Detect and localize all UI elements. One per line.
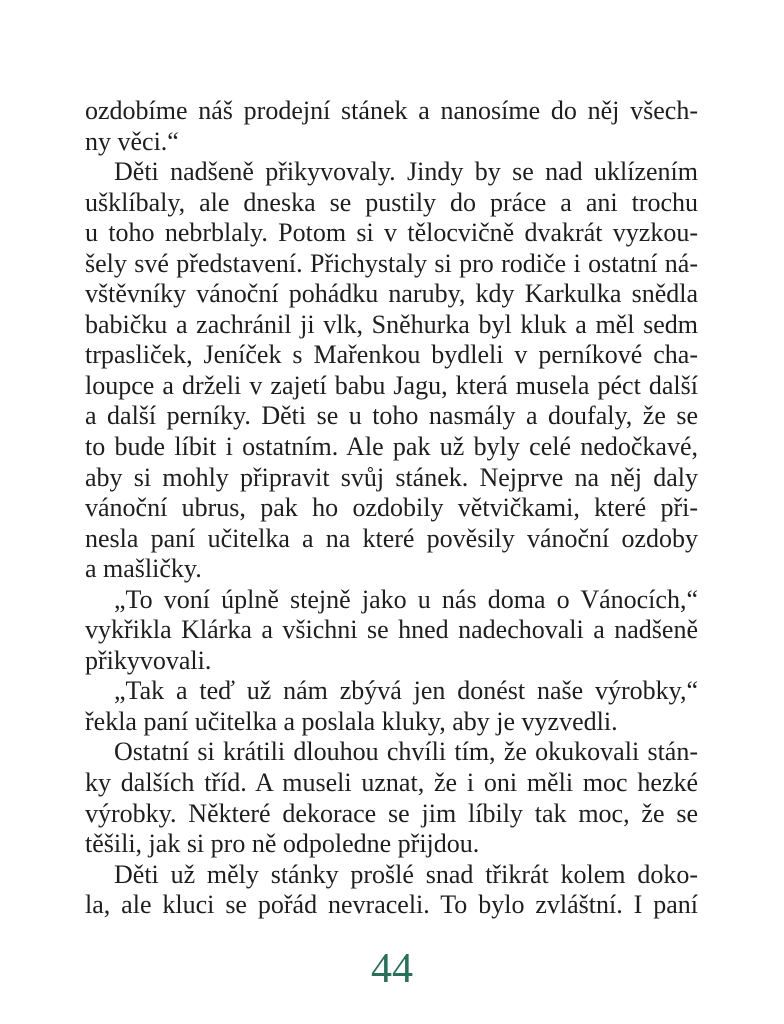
page-text xyxy=(85,96,698,921)
text-line: ky dalších tříd. A museli uznat, že i oni měli moc hezké xyxy=(85,768,698,798)
text-line: vánoční ubrus, pak ho ozdobily větvičkami, které při- xyxy=(85,493,698,523)
text-line: la, ale kluci se pořád nevraceli. To bylo zvláštní. I paní xyxy=(85,890,698,920)
text-line: u toho nebrblaly. Potom si v tělocvičně dvakrát vyzkou- xyxy=(85,218,698,248)
text-line: a mašličky. xyxy=(85,554,202,584)
text-line: aby si mohly připravit svůj stánek. Nejprve na něj daly xyxy=(85,462,698,492)
text-line: vštěvníky vánoční pohádku naruby, kdy Karkulka snědla xyxy=(85,279,698,309)
text-line: Děti nadšeně přikyvovaly. Jindy by se nad uklízením xyxy=(114,157,698,187)
text-line: babičku a zachránil ji vlk, Sněhurka byl kluk a měl sedm xyxy=(85,309,698,339)
text-line: Ostatní si krátili dlouhou chvíli tím, že okukovali stán- xyxy=(114,737,698,767)
text-line: těšili, jak si pro ně odpoledne přijdou. xyxy=(85,829,480,859)
text-line: přikyvovali. xyxy=(85,645,212,675)
text-line: ny věci.“ xyxy=(85,126,179,156)
text-line: „To voní úplně stejně jako u nás doma o Vánocích,“ xyxy=(114,584,698,614)
text-line: ozdobíme náš prodejní stánek a nanosíme do něj všech- xyxy=(85,96,698,125)
page-number: 44 xyxy=(371,946,413,992)
text-line: nesla paní učitelka a na které pověsily vánoční ozdoby xyxy=(85,523,698,553)
text-line: řekla paní učitelka a poslala kluky, aby je vyzvedli. xyxy=(85,706,618,736)
text-line: Děti už měly stánky prošlé snad třikrát kolem doko- xyxy=(114,859,698,889)
text-line: loupce a drželi v zajetí babu Jagu, která musela péct další xyxy=(85,370,698,400)
text-line: ušklíbaly, ale dneska se pustily do práce a ani trochu xyxy=(85,187,698,217)
text-line: šely své představení. Přichystaly si pro rodiče i ostatní ná- xyxy=(85,248,698,278)
text-line: vykřikla Klárka a všichni se hned nadechovali a nadšeně xyxy=(85,615,698,645)
text-line: a další perníky. Děti se u toho nasmály a doufaly, že se xyxy=(85,401,698,431)
text-line: výrobky. Některé dekorace se jim líbily tak moc, že se xyxy=(85,798,698,828)
text-line: trpasliček, Jeníček s Mařenkou bydleli v perníkové cha- xyxy=(85,340,698,370)
text-line: to bude líbit i ostatním. Ale pak už byly celé nedočkavé, xyxy=(85,432,698,462)
text-line: „Tak a teď už nám zbývá jen donést naše výrobky,“ xyxy=(114,676,698,706)
